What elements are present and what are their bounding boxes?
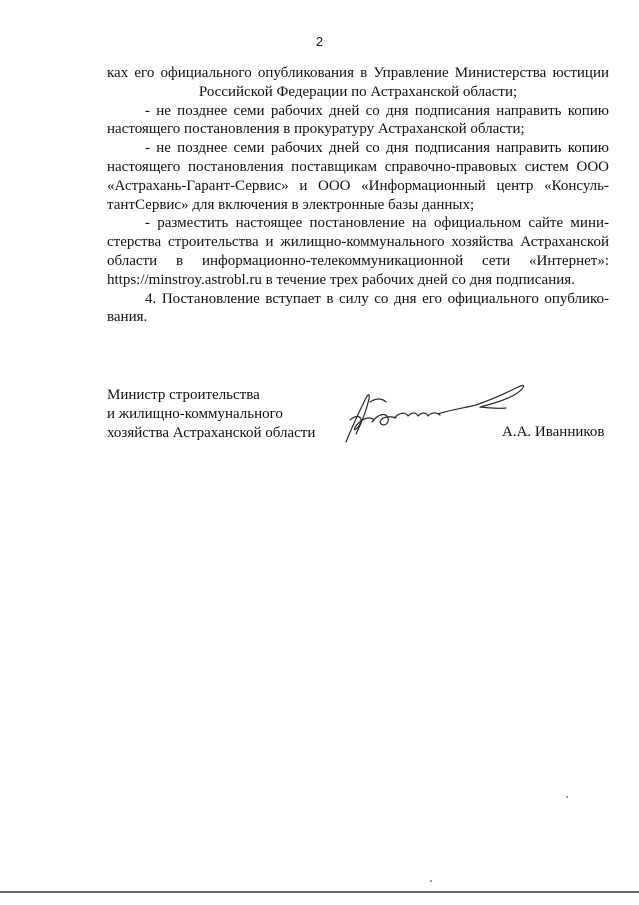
handwritten-signature [330,372,530,452]
paragraph-4-line-4: https://minstroy.astrobl.ru в течение трех рабочих дней со дня подписания. [107,271,575,288]
paragraph-5-line-2: вания. [107,309,148,326]
signatory-title-line-3: хозяйства Астраханской области [107,425,316,441]
scan-mark [566,796,568,798]
page-number: 2 [315,34,324,49]
signatory-title-line-2: и жилищно-коммунального [107,406,283,422]
paragraph-3-line-1: - не позднее семи рабочих дней со дня подписания направить копию [145,140,609,157]
paragraph-4-line-2: стерства строительства и жилищно-коммунального хозяйства Астраханской [107,234,609,251]
paragraph-4-line-1: - разместить настоящее постановление на официальном сайте мини- [145,215,609,232]
paragraph-2-line-2: настоящего постановления в прокуратуру Астраханской области; [107,121,525,138]
paragraph-3-line-3: «Астрахань-Гарант-Сервис» и ООО «Информационный центр «Консуль- [107,177,609,194]
signatory-title [107,386,315,443]
signatory-title-line-1: Министр строительства [107,387,260,403]
paragraph-3-line-4: тантСервис» для включения в электронные базы данных; [107,196,475,213]
paragraph-4-line-3: области в информационно-телекоммуникационной сети «Интернет»: [107,252,609,269]
paragraph-5-line-1: 4. Постановление вступает в силу со дня его официального опублико- [145,290,609,307]
paragraph-2-line-1: - не позднее семи рабочих дней со дня подписания направить копию [145,102,609,119]
paragraph-1-line-2: Российской Федерации по Астраханской области; [198,83,518,100]
signatory-name: А.А. Иванников [502,424,605,440]
scan-bottom-edge [0,891,639,893]
paragraph-1-line-1: ках его официального опубликования в Управление Министерства юстиции [107,65,609,81]
document-body [107,64,609,327]
paragraph-3-line-2: настоящего постановления поставщикам справочно-правовых систем ООО [107,158,609,175]
scan-mark [430,880,432,882]
